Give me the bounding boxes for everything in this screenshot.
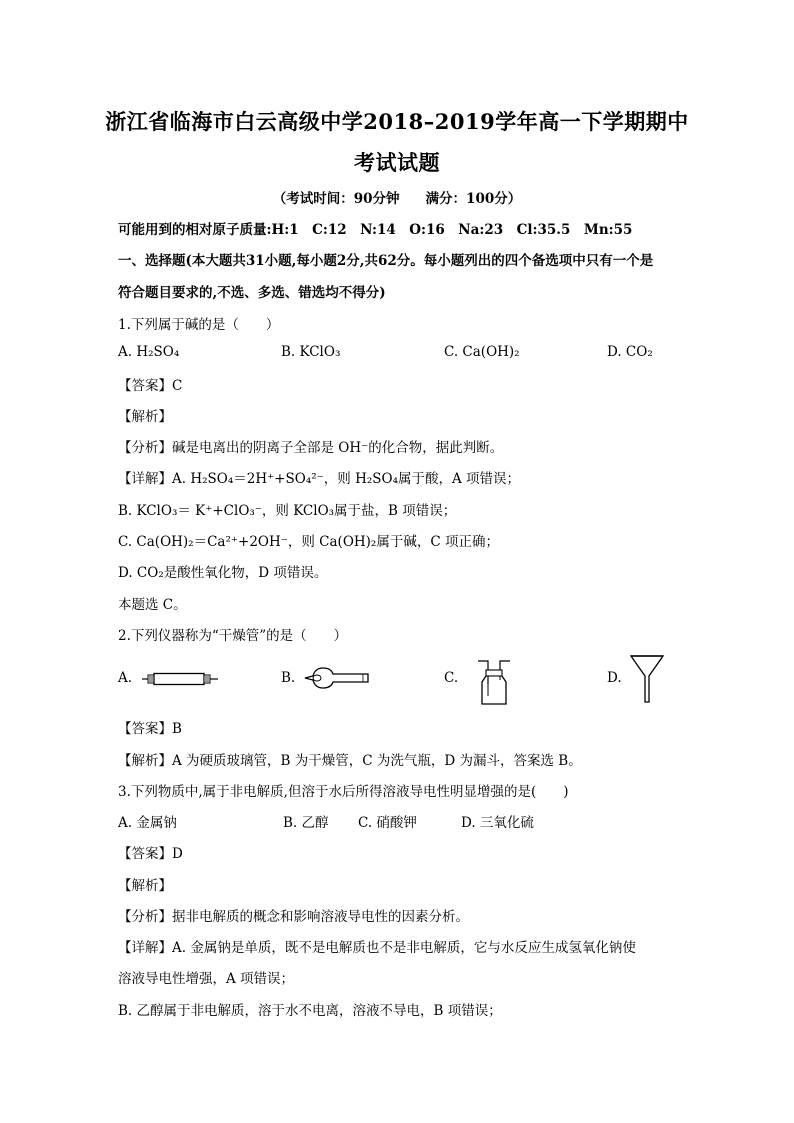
- q3-option-a: A. 金属钠: [118, 815, 177, 831]
- q2-option-b: B.: [281, 670, 296, 686]
- exam-time: （考试时间：90分钟: [272, 191, 400, 207]
- q1-option-b: B. KClO₃: [281, 344, 341, 360]
- q2-option-a: A.: [118, 670, 133, 686]
- q3-answer: 【答案】D: [118, 846, 183, 862]
- q2-option-d: D.: [607, 670, 622, 686]
- document-title-line1: 浙江省临海市白云高级中学2018–2019学年高一下学期期中: [105, 109, 689, 134]
- q1-option-d: D. CO₂: [607, 344, 653, 360]
- q3-stem: 3.下列物质中,属于非电解质,但溶于水后所得溶液导电性明显增强的是( ): [118, 784, 569, 800]
- drying-tube-icon: [303, 665, 371, 691]
- q3-option-c: C. 硝酸钾: [358, 815, 417, 831]
- q1-option-a: A. H₂SO₄: [118, 344, 180, 360]
- q1-stem: 1.下列属于碱的是（ ）: [118, 317, 280, 333]
- funnel-icon: [630, 654, 664, 704]
- q1-analysis-heading: 【解析】: [118, 409, 172, 425]
- section1-instructions-line1: 一、选择题(本大题共31小题,每小题2分,共62分。每小题列出的四个备选项中只有一个是: [118, 253, 654, 269]
- q3-analysis: 【分析】据非电解质的概念和影响溶液导电性的因素分析。: [118, 909, 469, 925]
- q3-option-b: B. 乙醇: [283, 815, 329, 831]
- q3-detail-a-line2: 溶液导电性增强，A 项错误；: [118, 971, 295, 987]
- atomic-masses: 可能用到的相对原子质量:H:1 C:12 N:14 O:16 Na:23 Cl:35.5 Mn:55: [118, 222, 633, 238]
- q1-analysis: 【分析】碱是电离出的阴离子全部是 OH⁻的化合物，据此判断。: [118, 440, 504, 456]
- q1-detail-b: B. KClO₃＝ K⁺+ClO₃⁻，则 KClO₃属于盐，B 项错误；: [118, 503, 457, 519]
- q2-analysis: 【解析】A 为硬质玻璃管，B 为干燥管，C 为洗气瓶，D 为漏斗，答案选 B。: [118, 753, 582, 769]
- q3-analysis-heading: 【解析】: [118, 878, 172, 894]
- q3-detail-a-line1: 【详解】A. 金属钠是单质，既不是电解质也不是非电解质，它与水反应生成氢氧化钠使: [118, 940, 636, 956]
- q1-detail-a: 【详解】A. H₂SO₄＝2H⁺+SO₄²⁻，则 H₂SO₄属于酸，A 项错误；: [118, 471, 521, 487]
- q1-option-c: C. Ca(OH)₂: [444, 344, 520, 360]
- q1-detail-c: C. Ca(OH)₂＝Ca²⁺+2OH⁻，则 Ca(OH)₂属于碱，C 项正确；: [118, 534, 499, 550]
- q1-detail-d: D. CO₂是酸性氧化物，D 项错误。: [118, 565, 328, 581]
- q3-detail-b: B. 乙醇属于非电解质，溶于水不电离，溶液不导电，B 项错误；: [118, 1003, 502, 1019]
- section1-instructions-line2: 符合题目要求的,不选、多选、错选均不得分): [118, 285, 386, 301]
- exam-score: 满分：100分）: [425, 191, 522, 207]
- q2-stem: 2.下列仪器称为“干燥管”的是（ ）: [118, 628, 348, 644]
- hard-glass-tube-icon: [142, 670, 218, 688]
- exam-info: [0, 187, 794, 207]
- document-title-line2: 考试试题: [354, 150, 440, 175]
- q2-option-c: C.: [444, 670, 459, 686]
- q1-answer: 【答案】C: [118, 378, 183, 394]
- q3-option-d: D. 三氧化硫: [461, 815, 534, 831]
- q1-conclusion: 本题选 C。: [118, 597, 187, 613]
- q2-answer: 【答案】B: [118, 721, 182, 737]
- gas-washing-bottle-icon: [474, 656, 514, 706]
